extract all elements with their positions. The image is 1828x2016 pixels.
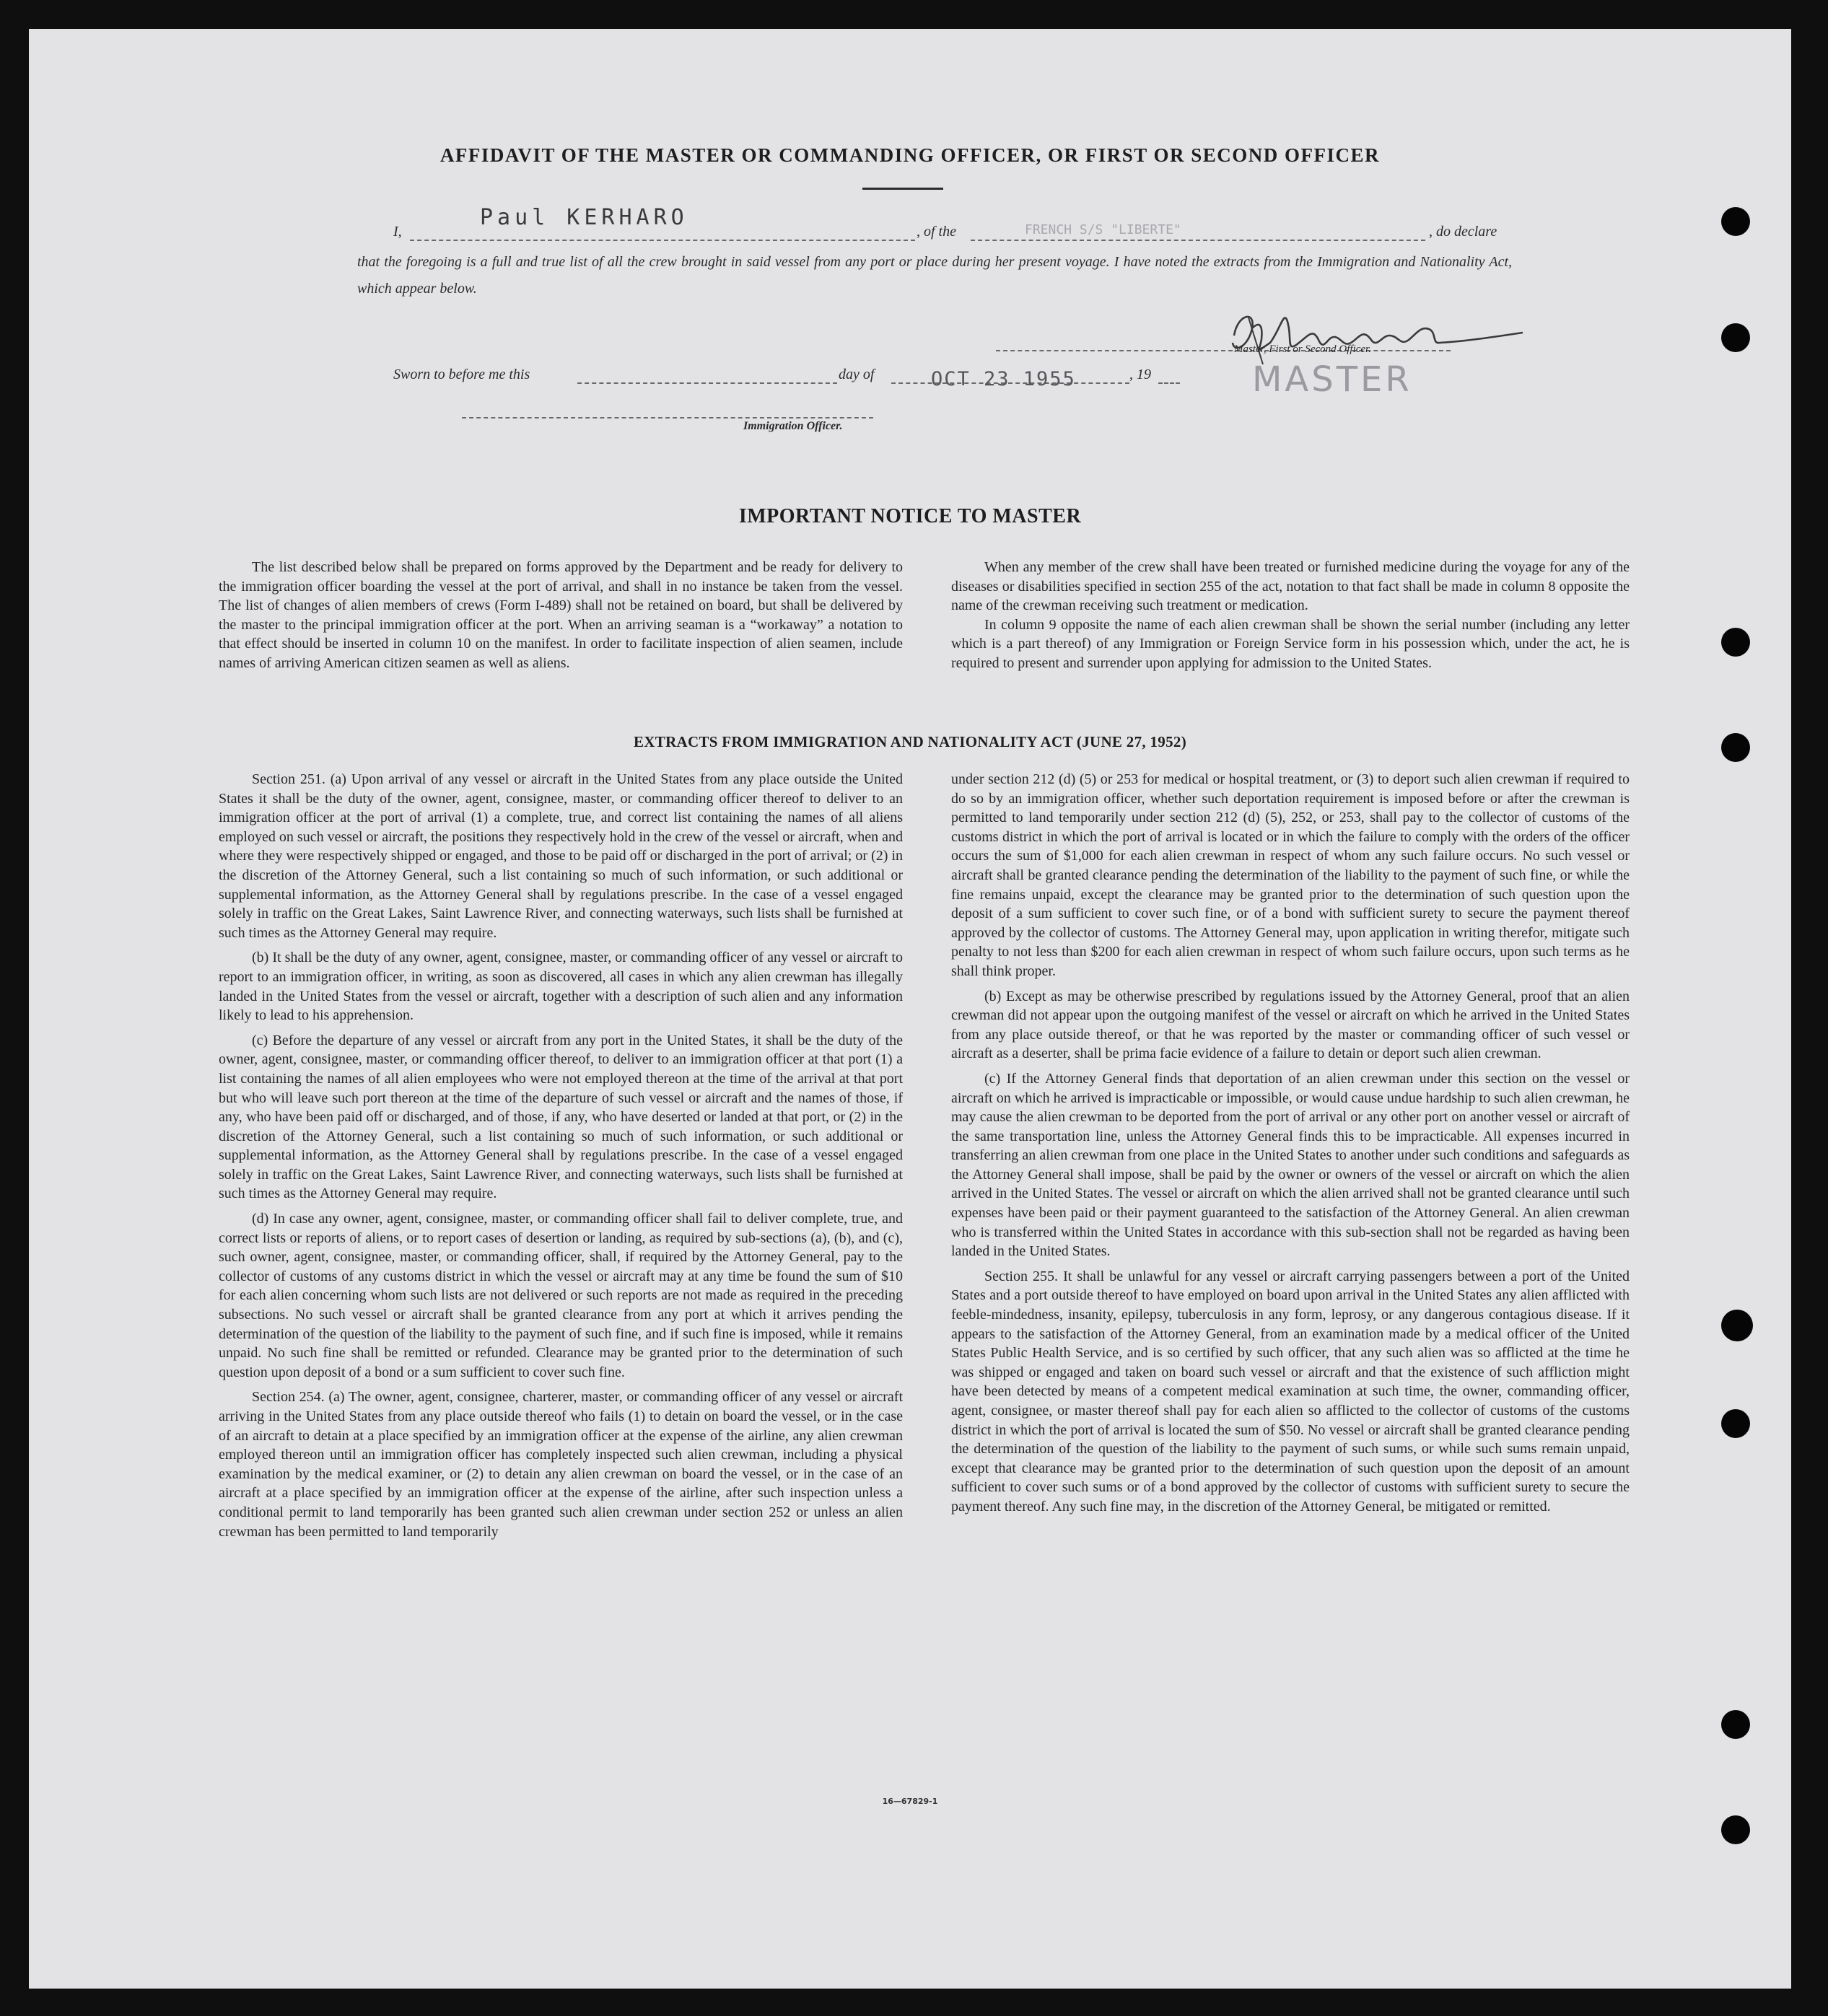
extracts-title: EXTRACTS FROM IMMIGRATION AND NATIONALITY ACT (JUNE 27, 1952) [634, 733, 1186, 750]
affidavit-statement: that the foregoing is a full and true list of all the crew brought in said vessel from any port or place during her present voyage. I have noted the extracts from the Immigration and Nationality Act, which appear below. [357, 254, 1512, 297]
do-declare-label: , do declare [1429, 224, 1497, 240]
notice-right-column [951, 558, 1630, 673]
immigration-officer-caption: Immigration Officer. [743, 420, 843, 432]
act-section-paragraph: Section 255. It shall be unlawful for any vessel or aircraft carrying passengers between a port of the United States and a port outside thereof to have employed on board upon arrival in the United States any alien afflicted with feeble-mindedness, insanity, epilepsy, tuberculosis in any form, leprosy, or any dangerous contagious disease. If it appears to the satisfaction of the Attorney General, from an examination made by a medical officer of the United States Public Health Service, and is so certified by such officer, that any such alien was so afflicted at the time he was shipped or engaged and taken on board such vessel or aircraft and that the existence of such affliction might have been detected by means of a competent medical examination at such time, the owner, commanding officer, agent, consignee, or master thereof shall pay for each alien so afflicted to the collector of customs of the customs district in which the port of arrival is located the sum of $50. No vessel or aircraft shall be granted clearance pending the determination of the question of the liability to the payment of such sums, or while such sums remain unpaid, except that clearance may be granted prior to the determination of such question upon the deposit of an amount sufficient to cover such sums or of a bond approved by the collector of customs with sufficient surety to secure the payment thereof. Any such fine may, in the discretion of the Attorney General, be mitigated or remitted. [951, 1268, 1630, 1515]
act-section-paragraph: under section 212 (d) (5) or 253 for medical or hospital treatment, or (3) to deport such alien crewman if required to do so by an immigration officer, whether such deportation requirement is imposed before or after the crewman is permitted to land temporarily under section 212 (d) (5), 252, or 253, shall pay to the collector of customs of the customs district in which the port of arrival is located or in which the failure to comply with the orders of the officer occurs the sum of $1,000 for each alien crewman in respect of whom any such failure occurs. No such vessel or aircraft shall be granted clearance pending the determination of the liability to the payment of such fine, or while the fine remains unpaid, except the clearance may be granted prior to the determination of such question upon the deposit of a sum sufficient to cover such fine, or of a bond with sufficient surety to secure the payment thereof approved by the collector of customs. The Attorney General may, upon application in writing therefor, mitigate such penalty to not less than $200 for each alien crewman in respect of whom such failure occurs, upon such terms as he shall think proper. [951, 771, 1630, 979]
act-section-paragraph: (c) If the Attorney General finds that deportation of an alien crewman under this section on the vessel or aircraft on which he arrived is impracticable or impossible, or would cause undue hardship to such alien crewman, he may cause the alien crewman to be deported from the port of arrival or any other port on another vessel or aircraft of the same transportation line, unless the Attorney General finds this to be impracticable. All expenses incurred in transferring an alien crewman from one place in the United States to another under such conditions and safeguards as the Attorney General shall impose, shall be paid by the owner or owners of the vessel or aircraft on which the alien arrived in the United States. The vessel or aircraft on which the alien arrived shall not be granted clearance until such expenses have been paid or their payment guaranteed to the satisfaction of the Attorney General. An alien crewman who is transferred within the United States in accordance with this sub-section shall not be regarded as having been landed in the United States. [951, 1070, 1630, 1260]
binder-hole [1721, 1815, 1750, 1844]
form-number: 16—67829-1 [882, 1797, 938, 1806]
binder-hole [1721, 628, 1750, 657]
affidavit-title: AFFIDAVIT OF THE MASTER OR COMMANDING OFFICER, OR FIRST OR SECOND OFFICER [439, 144, 1381, 166]
binder-hole [1721, 733, 1750, 762]
act-section-paragraph: (b) It shall be the duty of any owner, agent, consignee, master, or commanding officer of any vessel or aircraft to report to an immigration officer, in writing, as soon as discovered, all cases in which any alien crewman has illegally landed in the United States from the vessel or aircraft, together with a description of such alien and any information likely to lead to his apprehension. [219, 950, 903, 1024]
notice-paragraph: In column 9 opposite the name of each alien crewman shall be shown the serial number (including any letter which is a part thereof) of any Immigration or Foreign Service form in his possession which, under the act, he is required to present and surrender upon applying for admission to the United States. [951, 616, 1630, 671]
i-label: I, [393, 224, 402, 240]
master-stamp: MASTER [1252, 359, 1412, 400]
notice-title: IMPORTANT NOTICE TO MASTER [738, 505, 1082, 527]
act-section-paragraph: Section 251. (a) Upon arrival of any vessel or aircraft in the United States from any place outside the United States it shall be the duty of the owner, agent, consignee, master, or commanding officer thereof to deliver to an immigration officer at the port of arrival (1) a complete, true, and correct list containing the names of all aliens employed on such vessel or aircraft, the positions they respectively hold in the crew of the vessel or aircraft, when and where they were respectively shipped or engaged, and those to be paid off or discharged in the port of arrival; or (2) in the discretion of the Attorney General, such a list containing so much of such information, or such additional or supplemental information, as the Attorney General shall by regulations prescribe. In the case of a vessel engaged solely in traffic on the Great Lakes, Saint Lawrence River, and connecting waterways, such lists shall be furnished at such times as the Attorney General may require. [219, 771, 903, 941]
of-the-label: , of the [917, 224, 956, 240]
vessel-name: FRENCH S/S "LIBERTE" [1025, 222, 1181, 237]
act-section-paragraph: Section 254. (a) The owner, agent, consignee, charterer, master, or commanding officer of any vessel or aircraft arriving in the United States from any place outside thereof who fails (1) to detain on board the vessel, or in the case of an aircraft to detain at a place specified by an immigration officer at the expense of the airline, any alien crewman employed thereon until an immigration officer has completely inspected such alien crewman, including a physical examination by the medical examiner, or (2) to detain any alien crewman on board the vessel, or in the case of an aircraft at a place specified by an immigration officer at the expense of the airline, after such inspection unless a conditional permit to land temporarily has been granted such alien crewman under section 252 or unless an alien crewman has been permitted to land temporarily [219, 1389, 903, 1540]
act-section-paragraph: (b) Except as may be otherwise prescribed by regulations issued by the Attorney General, proof that an alien crewman did not appear upon the outgoing manifest of the vessel or aircraft on which he arrived in the United States from any place outside thereof, or that he was reported by the master or commanding officer of such vessel or aircraft as a deserter, shall be prima facie evidence of a failure to detain or deport such alien crewman. [951, 988, 1630, 1062]
title-divider [862, 188, 943, 190]
day-of-label: day of [839, 367, 875, 382]
year-line [1158, 382, 1180, 384]
vessel-line [971, 240, 1425, 241]
notice-left-column [219, 558, 903, 673]
binder-hole [1721, 1710, 1750, 1739]
binder-hole [1721, 1310, 1753, 1341]
binder-hole [1721, 207, 1750, 236]
extracts-right-column [951, 770, 1630, 1517]
binder-hole [1721, 1409, 1750, 1438]
extracts-left-column [219, 770, 903, 1541]
sworn-day-line [577, 382, 837, 384]
binder-hole [1721, 323, 1750, 352]
date-stamp: OCT 23 1955 [931, 368, 1076, 390]
sworn-label: Sworn to before me this [393, 367, 530, 382]
notice-paragraph: When any member of the crew shall have been treated or furnished medicine during the voyage for any of the diseases or disabilities specified in section 255 of the act, notation to that fact shall be made in column 8 opposite the name of the crewman receiving such treatment or medication. [951, 559, 1630, 614]
declarant-line [410, 240, 915, 241]
document-page [29, 29, 1791, 1989]
act-section-paragraph: (d) In case any owner, agent, consignee, master, or commanding officer shall fail to deliver complete, true, and correct lists or reports of aliens, or to report cases of desertion or landing, as required by sub-sections (a), (b), and (c), such owner, agent, consignee, master, or commanding officer, shall, if required by the Attorney General, pay to the collector of customs of any customs district in which the vessel or aircraft may at any time be found the sum of $10 for each alien concerning whom such lists are not delivered or such reports are not made as required in the preceding subsections. No such vessel or aircraft shall be granted clearance from any port at which it arrives pending the determination of the question of the liability to the payment of such fine, and if such fine is imposed, while it remains unpaid. No such fine shall be remitted or refunded. Clearance may be granted prior to the determination of such question upon deposit of a bond or a sum sufficient to cover such fine. [219, 1211, 903, 1380]
year-label: , 19 [1129, 367, 1151, 382]
act-section-paragraph: (c) Before the departure of any vessel or aircraft from any port in the United States, it shall be the duty of the owner, agent, consignee, master, or commanding officer thereof, to deliver to an immigration officer at that port (1) a list containing the names of all alien employees who were not employed thereon at the time of the arrival at that port but who will leave such port thereon at the time of the departure of such vessel or aircraft and the names of those, if any, who have been paid off or discharged, and of those, if any, who have deserted or landed at that port, or (2) in the discretion of the Attorney General, such a list containing so much of such information, or such additional or supplemental information, as the Attorney General shall by regulations prescribe. In the case of a vessel engaged solely in traffic on the Great Lakes, Saint Lawrence River, and connecting waterways, such lists shall be furnished at such times as the Attorney General may require. [219, 1032, 903, 1202]
declarant-name: Paul KERHARO [480, 205, 688, 230]
immigration-officer-line [462, 417, 873, 418]
signature-caption: Master, First or Second Officer. [1234, 343, 1371, 355]
notice-paragraph: The list described below shall be prepared on forms approved by the Department and be ready for delivery to the immigration officer boarding the vessel at the port of arrival, and shall in no instance be taken from the vessel. The list of changes of alien members of crews (Form I-489) shall not be retained on board, but shall be delivered by the master to the principal immigration officer at the port. When an arriving seaman is a “workaway” a notation to that effect should be inserted in column 10 on the manifest. In order to facilitate inspection of alien seamen, include names of arriving American citizen seamen as well as aliens. [219, 559, 903, 671]
